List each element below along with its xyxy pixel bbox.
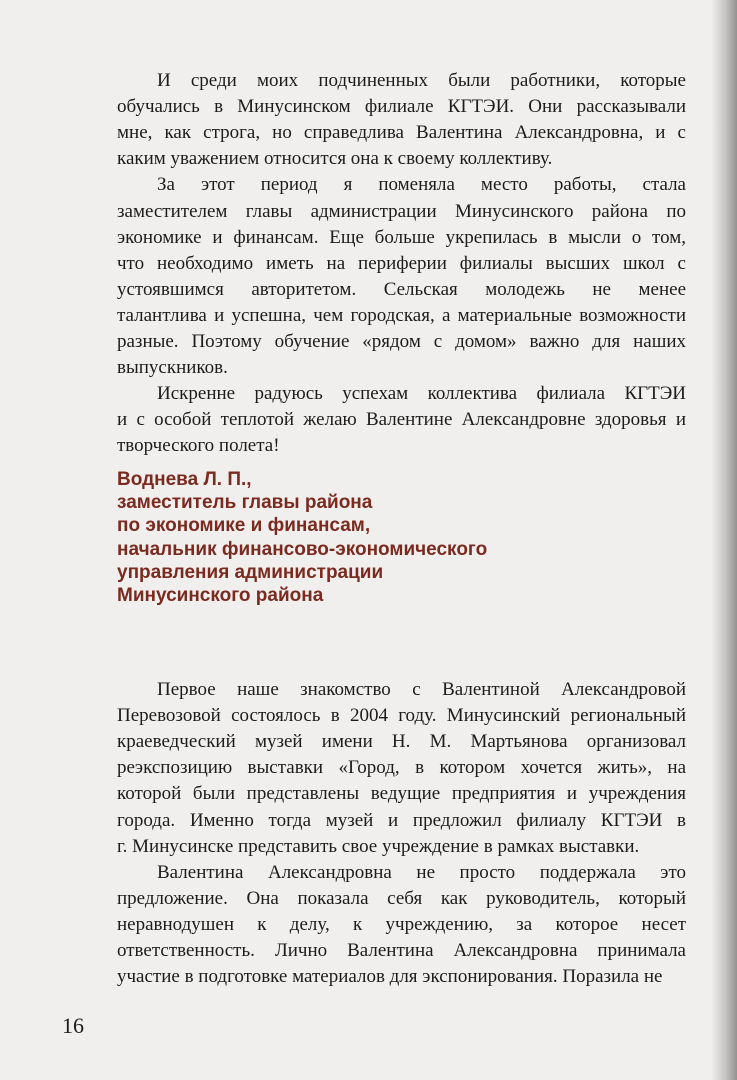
text-line: ответственность. Лично Валентина Александровна принимала bbox=[117, 940, 686, 961]
text-line: неравнодушен к делу, к учреждению, за которое несет bbox=[117, 913, 686, 935]
signature-line: по экономике и финансам, bbox=[117, 515, 371, 537]
text-line: устоявшимся авторитетом. Сельская молодежь не менее bbox=[117, 278, 686, 300]
text-line: города. Именно тогда музей и предложил филиалу КГТЭИ в bbox=[117, 809, 686, 831]
signature-block bbox=[117, 468, 577, 607]
text-line: выпускников. bbox=[117, 357, 228, 379]
text-line: которой были представлены ведущие предприятия и учреждения bbox=[117, 783, 686, 805]
text-line: За этот период я поменяла место работы, стала bbox=[157, 174, 686, 196]
signature-line: начальник финансово-экономического bbox=[117, 538, 488, 560]
signature-line: управления администрации bbox=[117, 561, 384, 583]
text-line: реэкспозицию выставки «Город, в котором хочется жить», на bbox=[117, 757, 686, 779]
text-line: разные. Поэтому обучение «рядом с домом» важно для наших bbox=[117, 331, 686, 352]
text-line: что необходимо иметь на периферии филиалы высших школ с bbox=[117, 252, 686, 274]
text-line: участие в подготовке материалов для экспонирования. Поразила не bbox=[117, 966, 663, 988]
text-line: творческого полета! bbox=[117, 435, 280, 457]
text-line: обучались в Минусинском филиале КГТЭИ. Они рассказывали bbox=[117, 96, 686, 118]
text-line: талантлива и успешна, чем городская, а материальные возможности bbox=[117, 304, 686, 326]
text-line: Перевозовой состоялось в 2004 году. Минусинский региональный bbox=[117, 705, 686, 727]
text-line: Первое наше знакомство с Валентиной Александровой bbox=[157, 679, 686, 700]
signature-line: Воднева Л. П., bbox=[117, 469, 252, 490]
text-line: каким уважением относится она к своему коллективу. bbox=[117, 148, 553, 170]
text-line: экономике и финансам. Еще больше укрепилась в мысли о том, bbox=[117, 226, 686, 248]
text-line: мне, как строга, но справедлива Валентина Александровна, и с bbox=[117, 122, 686, 144]
text-line: и с особой теплотой желаю Валентине Александровне здоровья и bbox=[117, 409, 686, 431]
text-line: предложение. Она показала себя как руководитель, который bbox=[117, 887, 686, 909]
text-line: И среди моих подчиненных были работники, которые bbox=[157, 70, 686, 91]
text-line: г. Минусинске представить свое учреждение в рамках выставки. bbox=[117, 835, 640, 857]
text-line: заместителем главы администрации Минусинского района по bbox=[117, 200, 686, 222]
text-line: краеведческий музей имени Н. М. Мартьянова организовал bbox=[117, 731, 686, 753]
text-line: Искренне радуюсь успехам коллектива филиала КГТЭИ bbox=[157, 383, 686, 405]
signature-line: заместитель главы района bbox=[117, 492, 373, 514]
signature-line: Минусинского района bbox=[117, 585, 324, 607]
text-line: Валентина Александровна не просто поддержала это bbox=[157, 861, 686, 883]
page-number: 16 bbox=[62, 1013, 84, 1038]
